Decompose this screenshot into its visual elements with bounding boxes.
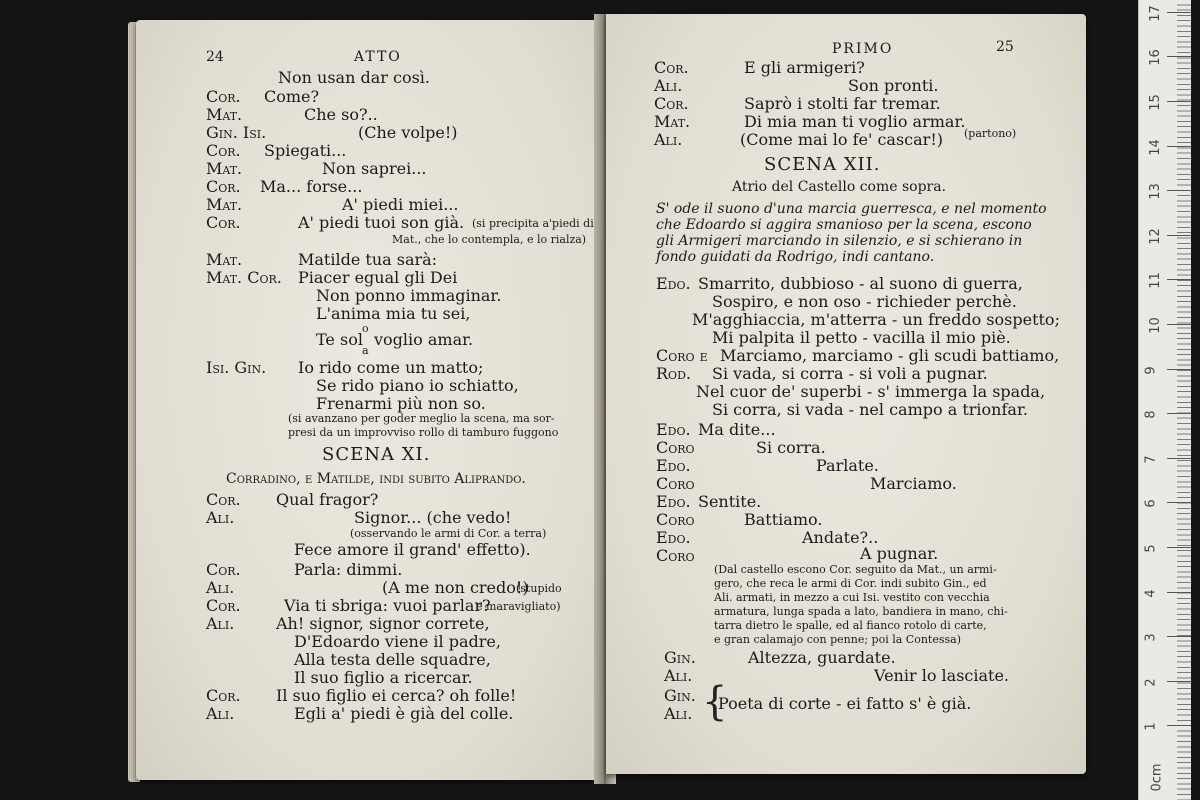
speaker: Edo. xyxy=(656,274,691,293)
speaker: Mat. Cor. xyxy=(206,268,282,287)
ruler-number: 11 xyxy=(1147,272,1163,290)
speaker: Ali. xyxy=(206,578,235,597)
page-number: 24 xyxy=(206,49,224,65)
verse-line: (Che volpe!) xyxy=(358,123,458,142)
verse-line: Come? xyxy=(264,87,320,106)
ruler-number: 17 xyxy=(1147,5,1163,22)
speaker: Cor. xyxy=(206,686,241,705)
scene-characters: Corradino, e Matilde, indi subito Aliprando. xyxy=(226,471,526,487)
verse-line: Poeta di corte - ei fatto s' è già. xyxy=(718,694,972,713)
verse-line: Frenarmi più non so. xyxy=(316,394,486,413)
stage-direction: (stupido xyxy=(516,582,562,595)
verse-line: Mi palpita il petto - vacilla il mio piè. xyxy=(712,328,1011,347)
verse-line: Sospiro, e non oso - richieder perchè. xyxy=(712,292,1017,311)
stage-direction: (osservando le armi di Cor. a terra) xyxy=(350,527,547,540)
stage-direction: che Edoardo si aggira smanioso per la scena, escono xyxy=(656,217,1032,233)
verse-line: Battiamo. xyxy=(744,510,823,529)
verse-superscript: o xyxy=(362,322,369,335)
speaker: Edo. xyxy=(656,528,691,547)
speaker: Cor. xyxy=(206,141,241,160)
speaker: Coro xyxy=(656,546,695,565)
verse-line: A pugnar. xyxy=(860,544,939,563)
speaker: Coro xyxy=(656,510,695,529)
verse-line: Si vada, si corra - si voli a pugnar. xyxy=(712,364,988,383)
ruler-tick xyxy=(1167,279,1191,280)
verse-line: L'anima mia tu sei, xyxy=(316,304,471,323)
speaker: Cor. xyxy=(206,596,241,615)
open-booklet xyxy=(128,14,1091,784)
verse-line: Non saprei... xyxy=(322,159,427,178)
speaker: Cor. xyxy=(206,560,241,579)
ruler-number: 8 xyxy=(1143,410,1159,419)
verse-line: A' piedi miei... xyxy=(342,195,459,214)
speaker: Mat. xyxy=(206,105,243,124)
ruler-tick xyxy=(1167,101,1191,102)
ruler-tick xyxy=(1167,146,1191,147)
verse-line: Spiegati... xyxy=(264,141,347,160)
speaker: Isi. Gin. xyxy=(206,358,267,377)
speaker: Cor. xyxy=(206,490,241,509)
speaker: Edo. xyxy=(656,456,691,475)
stage-direction: gli Armigeri marciando in silenzio, e si schierano in xyxy=(656,233,1023,249)
running-head: PRIMO xyxy=(832,41,894,57)
verse-line: Signor... (che vedo! xyxy=(354,508,512,527)
left-page xyxy=(136,20,600,780)
ruler-number: 4 xyxy=(1143,588,1159,598)
stage-direction: presi da un improvviso rollo di tamburo fuggono xyxy=(288,426,559,439)
verse-line: Altezza, guardate. xyxy=(748,648,896,667)
ruler-tick xyxy=(1167,636,1191,637)
stage-direction: gero, che reca le armi di Cor. indi subito Gin., ed xyxy=(714,577,987,590)
brace-icon: { xyxy=(702,679,728,725)
ruler-tick xyxy=(1167,681,1191,682)
scene-setting: Atrio del Castello come sopra. xyxy=(732,179,947,195)
ruler-tick xyxy=(1167,547,1191,548)
stage-direction: tarra dietro le spalle, ed al fianco rotolo di carte, xyxy=(714,619,987,632)
verse-line: D'Edoardo viene il padre, xyxy=(294,632,501,651)
verse-line: Io rido come un matto; xyxy=(298,358,484,377)
speaker: Coro e xyxy=(656,346,708,365)
verse-line: Marciamo, marciamo - gli scudi battiamo, xyxy=(720,346,1060,365)
stage-direction: (si avanzano per goder meglio la scena, ma sor- xyxy=(288,412,555,425)
right-page xyxy=(606,14,1086,774)
speaker: Mat. xyxy=(206,250,243,269)
ruler-number: 2 xyxy=(1143,678,1159,687)
speaker: Ali. xyxy=(206,614,235,633)
verse-line: Parla: dimmi. xyxy=(294,560,403,579)
stage-direction: e maravigliato) xyxy=(476,600,561,613)
stage-direction: S' ode il suono d'una marcia guerresca, e nel momento xyxy=(656,201,1047,217)
speaker: Ali. xyxy=(664,666,693,685)
ruler-tick xyxy=(1167,324,1191,325)
verse-line: A' piedi tuoi son già. xyxy=(298,213,465,232)
verse-line: Alla testa delle squadre, xyxy=(294,650,491,669)
speaker: Ali. xyxy=(206,508,235,527)
verse-line: E gli armigeri? xyxy=(744,58,865,77)
speaker: Ali. xyxy=(206,704,235,723)
verse-line: Venir lo lasciate. xyxy=(874,666,1010,685)
speaker: Mat. xyxy=(206,195,243,214)
verse-line: Piacer egual gli Dei xyxy=(298,268,458,287)
ruler-tick xyxy=(1167,592,1191,593)
speaker: Gin. xyxy=(664,686,696,705)
ruler-number: 14 xyxy=(1147,138,1163,156)
verse-line: Sentite. xyxy=(698,492,762,511)
speaker: Cor. xyxy=(654,58,689,77)
scene-heading: SCENA XI. xyxy=(322,444,431,465)
speaker: Mat. xyxy=(206,159,243,178)
ruler-tick xyxy=(1167,458,1191,459)
ruler-number: 10 xyxy=(1147,317,1163,334)
verse-line: Smarrito, dubbioso - al suono di guerra, xyxy=(698,274,1023,293)
verse-line: Non ponno immaginar. xyxy=(316,286,502,305)
ruler-tick xyxy=(1167,413,1191,414)
verse-line: Il suo figlio ei cerca? oh folle! xyxy=(276,686,517,705)
speaker: Edo. xyxy=(656,492,691,511)
verse-line: Parlate. xyxy=(816,456,879,475)
ruler-tick xyxy=(1167,725,1191,726)
ruler-number: 6 xyxy=(1143,499,1159,509)
stage-direction: Mat., che lo contempla, e lo rialza) xyxy=(392,233,587,246)
verse-line: Via ti sbriga: vuoi parlar? xyxy=(284,596,491,615)
ruler-number: 13 xyxy=(1147,183,1163,200)
verse-line: Te sol xyxy=(316,330,363,349)
ruler-tick xyxy=(1167,56,1191,57)
ruler-tick xyxy=(1167,369,1191,370)
verse-line: (A me non credo!) xyxy=(382,578,529,597)
speaker: Ali. xyxy=(664,704,693,723)
ruler-number: 1 xyxy=(1143,722,1159,732)
verse-line: (Come mai lo fe' cascar!) xyxy=(740,130,943,149)
verse-line: Non usan dar così. xyxy=(278,68,430,87)
ruler-number: 15 xyxy=(1147,94,1163,111)
stage-direction: fondo guidati da Rodrigo, indi cantano. xyxy=(656,249,935,265)
ruler-number: 3 xyxy=(1143,633,1159,642)
verse-line: Ma... forse... xyxy=(260,177,363,196)
speaker: Coro xyxy=(656,474,695,493)
verse-line: Il suo figlio a ricercar. xyxy=(294,668,473,687)
verse-line: Egli a' piedi è già del colle. xyxy=(294,704,514,723)
ruler-number: 9 xyxy=(1143,365,1159,375)
speaker: Cor. xyxy=(206,87,241,106)
verse-line: Qual fragor? xyxy=(276,490,379,509)
verse-line: Ma dite... xyxy=(698,420,776,439)
verse-subscript: a xyxy=(362,344,369,357)
verse-line: Marciamo. xyxy=(870,474,957,493)
verse-line: M'agghiaccia, m'atterra - un freddo sospetto; xyxy=(692,310,1060,329)
speaker: Edo. xyxy=(656,420,691,439)
speaker: Cor. xyxy=(206,177,241,196)
stage-direction: (partono) xyxy=(964,127,1017,140)
page-number: 25 xyxy=(996,39,1014,55)
ruler-number: 7 xyxy=(1143,455,1159,464)
stage-direction: e gran calamajo con penne; poi la Contessa) xyxy=(714,633,962,646)
ruler-number: 16 xyxy=(1147,49,1163,67)
speaker: Ali. xyxy=(654,130,683,149)
verse-line: Matilde tua sarà: xyxy=(298,250,438,269)
speaker: Mat. xyxy=(654,112,691,131)
ruler-number: 12 xyxy=(1147,228,1163,245)
verse-line: voglio amar. xyxy=(374,330,474,349)
verse-line: Se rido piano io schiatto, xyxy=(316,376,519,395)
running-head: ATTO xyxy=(354,49,402,65)
verse-line: Nel cuor de' superbi - s' immerga la spada, xyxy=(696,382,1046,401)
verse-line: Si corra, si vada - nel campo a trionfar. xyxy=(712,400,1028,419)
speaker: Ali. xyxy=(654,76,683,95)
speaker: Gin. Isi. xyxy=(206,123,267,142)
stage-direction: (Dal castello escono Cor. seguito da Mat., un armi- xyxy=(714,563,997,576)
verse-line: Fece amore il grand' effetto). xyxy=(294,540,531,559)
ruler-tick xyxy=(1167,502,1191,503)
verse-line: Andate?.. xyxy=(802,528,879,547)
verse-line: Son pronti. xyxy=(848,76,939,95)
verse-line: Di mia man ti voglio armar. xyxy=(744,112,966,131)
stage-direction: (si precipita a'piedi di xyxy=(472,217,594,230)
ruler-tick xyxy=(1167,12,1191,13)
scene-heading: SCENA XII. xyxy=(764,154,881,175)
speaker: Rod. xyxy=(656,364,691,383)
speaker: Cor. xyxy=(654,94,689,113)
verse-line: Ah! signor, signor correte, xyxy=(276,614,490,633)
speaker: Coro xyxy=(656,438,695,457)
ruler-number: 5 xyxy=(1143,544,1159,553)
speaker: Cor. xyxy=(206,213,241,232)
verse-line: Che so?.. xyxy=(304,105,378,124)
speaker: Gin. xyxy=(664,648,696,667)
stage-direction: armatura, lunga spada a lato, bandiera in mano, chi- xyxy=(714,605,1008,618)
ruler-unit-label: 0cm xyxy=(1149,763,1165,792)
verse-line: Si corra. xyxy=(756,438,826,457)
ruler-tick xyxy=(1167,190,1191,191)
stage-direction: Ali. armati, in mezzo a cui Isi. vestito con vecchia xyxy=(714,591,990,604)
measurement-ruler xyxy=(1138,0,1191,800)
ruler-tick xyxy=(1167,235,1191,236)
verse-line: Saprò i stolti far tremar. xyxy=(744,94,941,113)
